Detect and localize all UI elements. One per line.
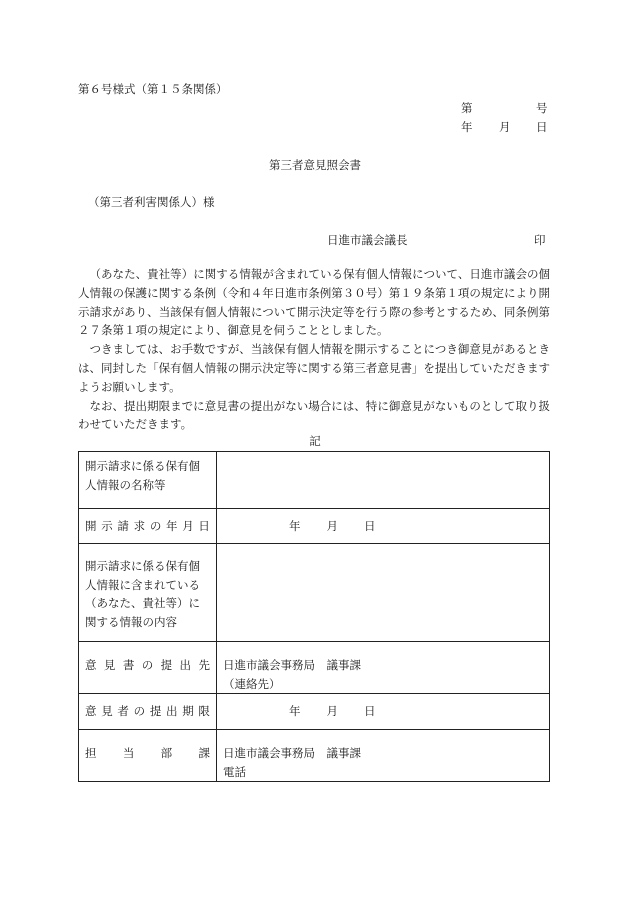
table-row bbox=[79, 509, 550, 544]
department-label-text: 担 当 部 課 bbox=[85, 746, 210, 761]
table-row bbox=[79, 642, 550, 694]
addressee: （第三者利害関係人）様 bbox=[88, 195, 215, 209]
submission-deadline-label bbox=[79, 694, 217, 730]
date-day-label: 日 bbox=[536, 120, 548, 134]
request-info-name-value bbox=[217, 452, 550, 509]
request-date-month: 月 bbox=[326, 519, 338, 533]
date-month-label: 月 bbox=[499, 120, 511, 134]
table-row bbox=[79, 452, 550, 509]
submission-deadline-label-text: 意 見 者 の 提 出 期 限 bbox=[85, 704, 210, 719]
department-office: 日進市議会事務局 議事課 bbox=[223, 746, 361, 761]
department-label bbox=[79, 730, 217, 782]
submission-destination-contact: （連絡先） bbox=[223, 676, 281, 691]
form-number: 第６号様式（第１５条関係） bbox=[78, 82, 228, 96]
submission-deadline-value bbox=[217, 694, 550, 730]
sender-name: 日進市議会議長 bbox=[327, 233, 408, 247]
info-table bbox=[78, 451, 550, 782]
ki-heading: 記 bbox=[309, 434, 321, 448]
request-date-year: 年 bbox=[289, 519, 301, 533]
request-date-label-text: 開 示 請 求 の 年 月 日 bbox=[85, 519, 210, 533]
request-date-day: 日 bbox=[364, 519, 376, 533]
submission-deadline-year: 年 bbox=[289, 704, 301, 719]
body-paragraph-3: なお、提出期限までに意見書の提出がない場合には、特に御意見がないものとして取り扱わせていただきます。 bbox=[78, 398, 550, 432]
document-number-label: 第 bbox=[461, 101, 473, 115]
table-row bbox=[79, 730, 550, 782]
submission-destination-office: 日進市議会事務局 議事課 bbox=[223, 658, 361, 672]
request-date-value bbox=[217, 509, 550, 544]
request-info-name-label: 開示請求に係る保有個人情報の名称等 bbox=[79, 452, 217, 509]
department-value bbox=[217, 730, 550, 782]
submission-deadline-month: 月 bbox=[326, 704, 338, 719]
submission-destination-value bbox=[217, 642, 550, 694]
info-content-value bbox=[217, 544, 550, 642]
document-title: 第三者意見照会書 bbox=[269, 158, 361, 172]
submission-destination-label bbox=[79, 642, 217, 694]
table-row bbox=[79, 694, 550, 730]
department-phone: 電話 bbox=[223, 764, 246, 779]
document-number-suffix: 号 bbox=[536, 101, 548, 115]
body-paragraph-2: つきましては、お手数ですが、当該保有個人情報を開示することにつき御意見があるときは、同封した「保有個人情報の開示決定等に関する第三者意見書」を提出していただきますようお願いします。 bbox=[78, 342, 550, 394]
seal-mark: 印 bbox=[534, 233, 546, 247]
submission-deadline-day: 日 bbox=[364, 704, 376, 719]
table-row bbox=[79, 544, 550, 642]
info-content-label: 開示請求に係る保有個人情報に含まれている（あなた、貴社等）に関する情報の内容 bbox=[79, 544, 217, 642]
body-paragraph-1: （あなた、貴社等）に関する情報が含まれている保有個人情報について、日進市議会の個人情報の保護に関する条例（令和４年日進市条例第３０号）第１９条第１項の規定により開示請求があり、当該保有個人情報について開示決定等を行う際の参考とするため、同条例第２７条第１項の規定により、御意見を伺うこととしました。 bbox=[78, 267, 550, 338]
request-date-label bbox=[79, 509, 217, 544]
date-year-label: 年 bbox=[461, 120, 473, 134]
submission-destination-label-text: 意 見 書 の 提 出 先 bbox=[85, 658, 210, 672]
body-text bbox=[78, 265, 550, 434]
